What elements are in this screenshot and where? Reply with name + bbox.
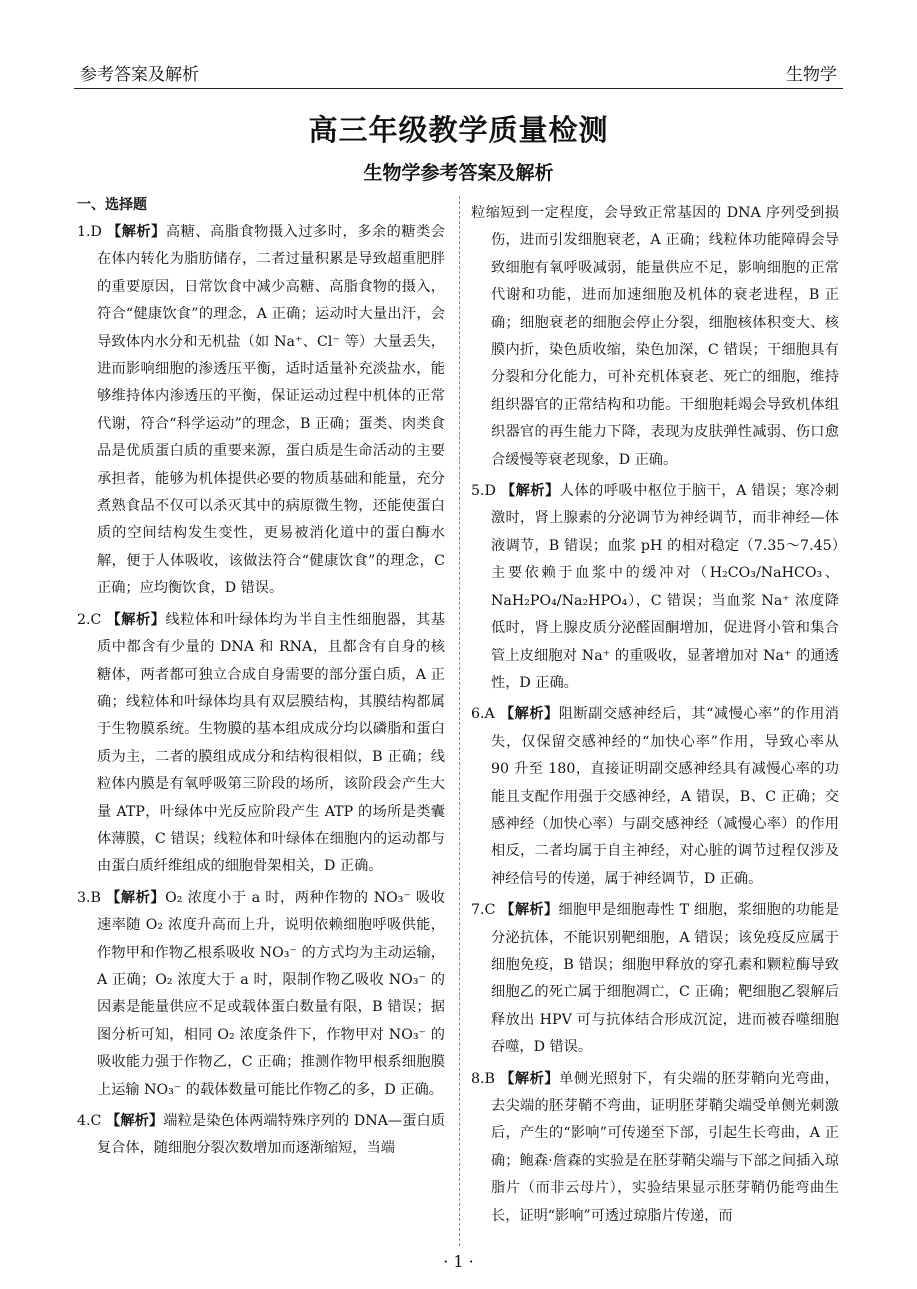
question-8: 8.B 【解析】单侧光照射下，有尖端的胚芽鞘向光弯曲，去尖端的胚芽鞘不弯曲，证明胚芽鞘尖端受单侧光刺激后，产生的“影响”可传递至下部，引起生长弯曲，A 正确；鲍森·詹森的实验是在胚芽鞘尖端与下部之间插入琼脂片（而非云母片），实验结果显示胚芽鞘仍能弯曲生长，证明“影响”可透过琼脂片传递，而 [471,1070,839,1224]
document-title: 高三年级教学质量检测 [308,113,609,147]
running-header [74,58,843,89]
document-subtitle: 生物学参考答案及解析 [363,162,554,184]
question-1-text: 高糖、高脂食物摄入过多时，多余的糖类会在体内转化为脂肪储存，二者过量积累是导致超重肥胖的重要原因，日常饮食中减少高糖、高脂食物的摄入，符合“健康饮食”的理念，A 正确；运动时大量出汗，会导致体内水分和无机盐（如 Na⁺、Cl⁻ 等）大量丢失，进而影响细胞的渗透压平衡，适时适量补充淡盐水，能够维持体内渗透压的平衡，保证运动过程中机体的正常代谢，符合“科学运动”的理念，B 正确；蛋类、肉类食品是优质蛋白质的重要来源，蛋白质是生命活动的主要承担者，能够为机体提供必要的物质基础和能量，充分煮熟食品不仅可以杀灭其中的病原微生物，还能使蛋白质的空间结构发生变性，更易被消化道中的蛋白酶水解，便于人体吸收，该做法符合“健康饮食”的理念，C 正确；应均衡饮食，D 错误。 [97,224,445,597]
question-3: 3.B 【解析】O₂ 浓度小于 a 时，两种作物的 NO₃⁻ 吸收速率随 O₂ 浓度升高而上升，说明依赖细胞呼吸供能，作物甲和作物乙根系吸收 NO₃⁻ 的方式均为主动运输，A 正确；O₂ 浓度大于 a 时，限制作物乙吸收 NO₃⁻ 的因素是能量供应不足或载体蛋白数量有限，B 错误；据图分析可知，相同 O₂ 浓度条件下，作物甲对 NO₃⁻ 的吸收能力强于作物乙，C 正确；推测作物甲根系细胞膜上运输 NO₃⁻ 的载体数量可能比作物乙的多，D 正确。 [77,889,445,1098]
question-8-text: 单侧光照射下，有尖端的胚芽鞘向光弯曲，去尖端的胚芽鞘不弯曲，证明胚芽鞘尖端受单侧光刺激后，产生的“影响”可传递至下部，引起生长弯曲，A 正确；鲍森·詹森的实验是在胚芽鞘尖端与下部之间插入琼脂片（而非云母片），实验结果显示胚芽鞘仍能弯曲生长，证明“影响”可透过琼脂片传递，而 [491,1070,839,1224]
question-7: 7.C 【解析】细胞甲是细胞毒性 T 细胞，浆细胞的功能是分泌抗体，不能识别靶细胞，A 错误；该免疫反应属于细胞免疫，B 错误；细胞甲释放的穿孔素和颗粒酶导致细胞乙的死亡属于细胞凋亡，C 正确；靶细胞乙裂解后释放出 HPV 可与抗体结合形成沉淀，进而被吞噬细胞吞噬，D 错误。 [471,902,840,1056]
right-column [471,200,839,1234]
section-title: 一、选择题 [77,197,147,213]
question-4-text: 端粒是染色体两端特殊序列的 DNA—蛋白质复合体，随细胞分裂次数增加而逐渐缩短，当端 [97,1113,446,1157]
page-number: · 1 · [443,1252,474,1271]
question-2: 2.C 【解析】线粒体和叶绿体均为半自主性细胞器，其基质中都含有少量的 DNA 和 RNA，且都含有自身的核糖体，两者都可独立合成自身需要的部分蛋白质，A 正确；线粒体和叶绿体均具有双层膜结构，其膜结构都属于生物膜系统。生物膜的基本组成成分均以磷脂和蛋白质为主，二者的膜组成成分和结构很相似，B 正确；线粒体内膜是有氧呼吸第三阶段的场所，该阶段会产生大量 ATP，叶绿体中光反应阶段产生 ATP 的场所是类囊体薄膜，C 错误；线粒体和叶绿体在细胞内的运动都与由蛋白质纤维组成的细胞骨架相关，D 正确。 [77,611,445,875]
header-subject: 生物学 [786,65,837,85]
question-4: 4.C 【解析】端粒是染色体两端特殊序列的 DNA—蛋白质复合体，随细胞分裂次数增加而逐渐缩短，当端 [77,1113,446,1157]
left-column [77,192,445,1167]
question-6: 6.A 【解析】阻断副交感神经后，其“减慢心率”的作用消失，仅保留交感神经的“加快心率”作用，导致心率从 90 升至 180，直接证明副交感神经具有减慢心率的功能且支配作用强于交感神经，A 错误，B、C 正确；交感神经（加快心率）与副交感神经（减慢心率）的作用相反，二者均属于自主神经，对心脏的调节过程仅涉及神经信号的传递，属于神经调节，D 正确。 [471,706,839,887]
question-6-text: 阻断副交感神经后，其“减慢心率”的作用消失，仅保留交感神经的“加快心率”作用，导致心率从 90 升至 180，直接证明副交感神经具有减慢心率的功能且支配作用强于交感神经，A 错误，B、C 正确；交感神经（加快心率）与副交感神经（减慢心率）的作用相反，二者均属于自主神经，对心脏的调节过程仅涉及神经信号的传递，属于神经调节，D 正确。 [491,706,839,887]
question-7-text: 细胞甲是细胞毒性 T 细胞，浆细胞的功能是分泌抗体，不能识别靶细胞，A 错误；该免疫反应属于细胞免疫，B 错误；细胞甲释放的穿孔素和颗粒酶导致细胞乙的死亡属于细胞凋亡，C 正确；靶细胞乙裂解后释放出 HPV 可与抗体结合形成沉淀，进而被吞噬细胞吞噬，D 错误。 [491,902,840,1056]
header-left-text: 参考答案及解析 [80,65,199,85]
question-5: 5.D 【解析】人体的呼吸中枢位于脑干，A 错误；寒冷刺激时，肾上腺素的分泌调节为神经调节，而非神经—体液调节，B 错误；血浆 pH 的相对稳定（7.35～7.45）主要依赖于血浆中的缓冲对（H₂CO₃/NaHCO₃、NaH₂PO₄/Na₂HPO₄），C 错误；当血浆 Na⁺ 浓度降低时，肾上腺皮质分泌醛固酮增加，促进肾小管和集合管上皮细胞对 Na⁺ 的重吸收，显著增加对 Na⁺ 的通透性，D 正确。 [471,483,839,691]
question-3-text: O₂ 浓度小于 a 时，两种作物的 NO₃⁻ 吸收速率随 O₂ 浓度升高而上升，说明依赖细胞呼吸供能，作物甲和作物乙根系吸收 NO₃⁻ 的方式均为主动运输，A 正确；O₂ 浓度大于 a 时，限制作物乙吸收 NO₃⁻ 的因素是能量供应不足或载体蛋白数量有限，B 错误；据图分析可知，相同 O₂ 浓度条件下，作物甲对 NO₃⁻ 的吸收能力强于作物乙，C 正确；推测作物甲根系细胞膜上运输 NO₃⁻ 的载体数量可能比作物乙的多，D 正确。 [97,889,445,1098]
question-2-text: 线粒体和叶绿体均为半自主性细胞器，其基质中都含有少量的 DNA 和 RNA，且都含有自身的核糖体，两者都可独立合成自身需要的部分蛋白质，A 正确；线粒体和叶绿体均具有双层膜结构，其膜结构都属于生物膜系统。生物膜的基本组成成分均以磷脂和蛋白质为主，二者的膜组成成分和结构很相似，B 正确；线粒体内膜是有氧呼吸第三阶段的场所，该阶段会产生大量 ATP，叶绿体中光反应阶段产生 ATP 的场所是类囊体薄膜，C 错误；线粒体和叶绿体在细胞内的运动都与由蛋白质纤维组成的细胞骨架相关，D 正确。 [97,611,445,875]
question-4-continued: 粒缩短到一定程度，会导致正常基因的 DNA 序列受到损伤，进而引发细胞衰老，A 正确；线粒体功能障碍会导致细胞有氧呼吸减弱，能量供应不足，影响细胞的正常代谢和功能，进而加速细胞及机体的衰老进程，B 正确；细胞衰老的细胞会停止分裂，细胞核体积变大、核膜内折，染色质收缩，染色加深，C 错误；干细胞具有分裂和分化能力，可补充机体衰老、死亡的细胞，维持组织器官的正常结构和功能。干细胞耗竭会导致机体组织器官的再生能力下降，表现为皮肤弹性减弱、伤口愈合缓慢等衰老现象，D 正确。 [471,205,839,468]
question-5-text: 人体的呼吸中枢位于脑干，A 错误；寒冷刺激时，肾上腺素的分泌调节为神经调节，而非神经—体液调节，B 错误；血浆 pH 的相对稳定（7.35～7.45）主要依赖于血浆中的缓冲对（H₂CO₃/NaHCO₃、NaH₂PO₄/Na₂HPO₄），C 错误；当血浆 Na⁺ 浓度降低时，肾上腺皮质分泌醛固酮增加，促进肾小管和集合管上皮细胞对 Na⁺ 的重吸收，显著增加对 Na⁺ 的通透性，D 正确。 [491,483,839,691]
column-divider [459,196,460,1246]
question-1: 1.D 【解析】高糖、高脂食物摄入过多时，多余的糖类会在体内转化为脂肪储存，二者过量积累是导致超重肥胖的重要原因，日常饮食中减少高糖、高脂食物的摄入，符合“健康饮食”的理念，A 正确；运动时大量出汗，会导致体内水分和无机盐（如 Na⁺、Cl⁻ 等）大量丢失，进而影响细胞的渗透压平衡，适时适量补充淡盐水，能够维持体内渗透压的平衡，保证运动过程中机体的正常代谢，符合“科学运动”的理念，B 正确；蛋类、肉类食品是优质蛋白质的重要来源，蛋白质是生命活动的主要承担者，能够为机体提供必要的物质基础和能量，充分煮熟食品不仅可以杀灭其中的病原微生物，还能使蛋白质的空间结构发生变性，更易被消化道中的蛋白酶水解，便于人体吸收，该做法符合“健康饮食”的理念，C 正确；应均衡饮食，D 错误。 [77,224,445,597]
